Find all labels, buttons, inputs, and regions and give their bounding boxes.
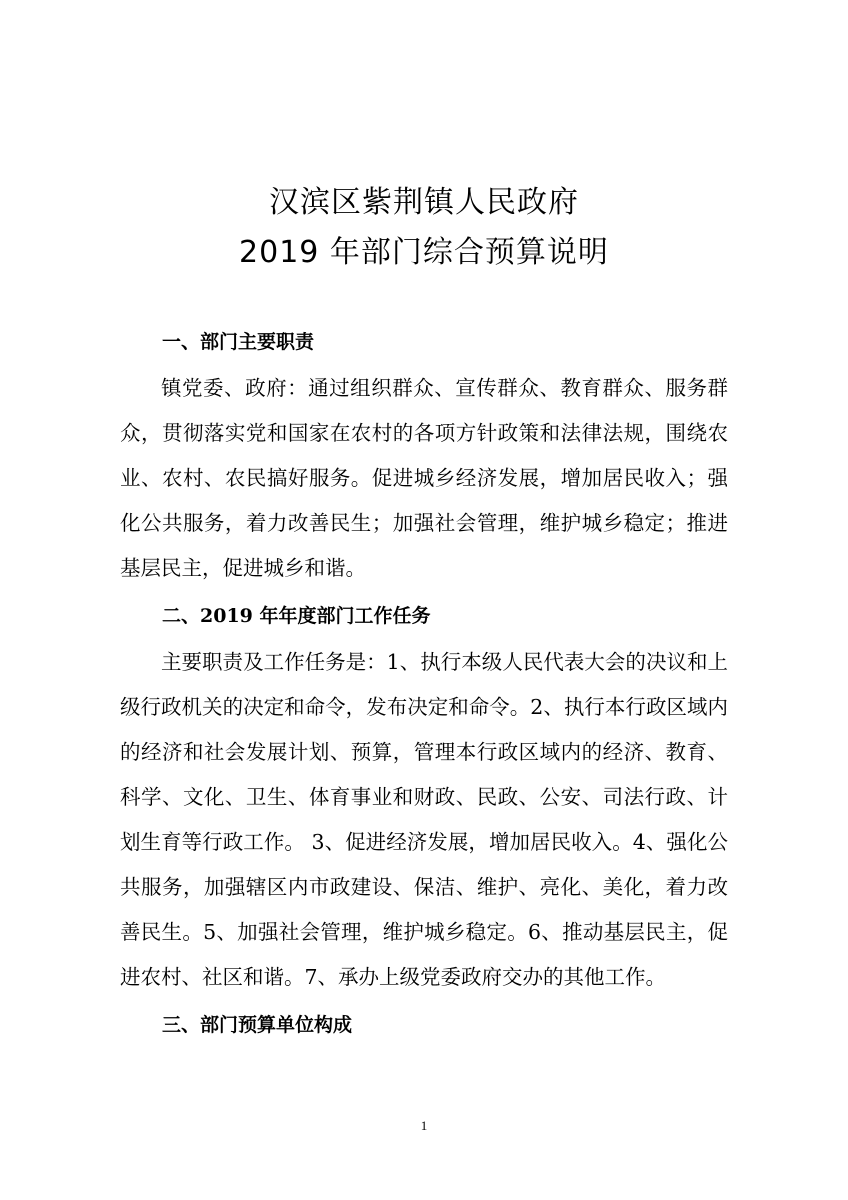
document-title [0, 178, 848, 278]
document-body [120, 322, 728, 1049]
section-paragraph-tasks: 主要职责及工作任务是：1、执行本级人民代表大会的决议和上级行政机关的决定和命令，发布决定和命令。2、执行本行政区域内的经济和社会发展计划、预算，管理本行政区域内的经济、教育、科学、文化、卫生、体育事业和财政、民政、公安、司法行政、计划生育等行政工作。 3、促进经济发展，增加居民收入。4、强化公共服务，加强辖区内市政建设、保洁、维护、亮化、美化，着力改善民生。5、加强社会管理，维护城乡稳定。6、推动基层民主，促进农村、社区和谐。7、承办上级党委政府交办的其他工作。 [120, 650, 728, 989]
section-heading-tasks: 二、2019 年年度部门工作任务 [162, 605, 431, 627]
section-paragraph-duties: 镇党委、政府：通过组织群众、宣传群众、教育群众、服务群众，贯彻落实党和国家在农村的各项方针政策和法律法规，围绕农业、农村、农民搞好服务。促进城乡经济发展，增加居民收入；强化公共服务，着力改善民生；加强社会管理，维护城乡稳定；推进基层民主，促进城乡和谐。 [120, 376, 728, 580]
title-line-2: 2019 年部门综合预算说明 [239, 235, 609, 270]
section-heading-units: 三、部门预算单位构成 [162, 1014, 353, 1036]
page-number: 1 [420, 1118, 428, 1133]
title-line-1: 汉滨区紫荆镇人民政府 [269, 185, 579, 220]
section-heading-duties: 一、部门主要职责 [162, 331, 315, 353]
